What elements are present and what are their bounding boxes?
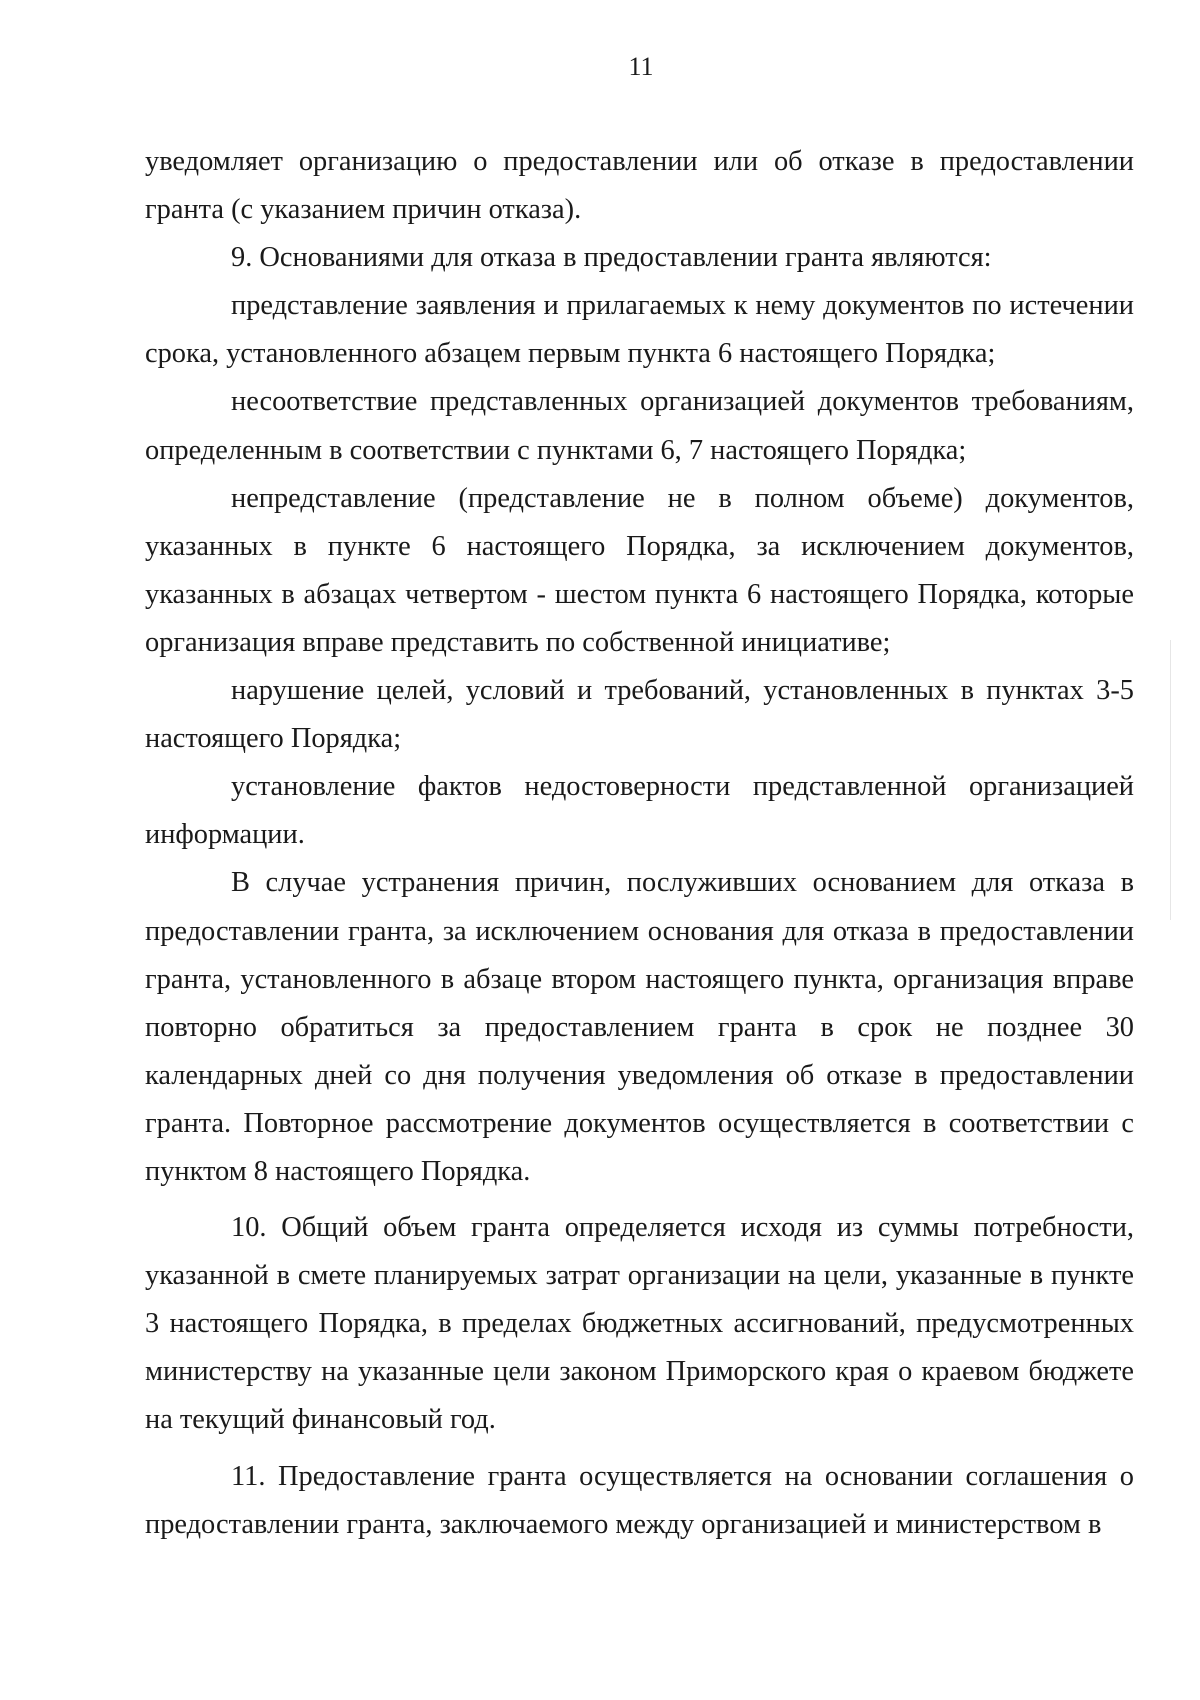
paragraph-refusal-noncompliance: несоответствие представленных организацией документов требованиям, определенным в соответствии с пунктами 6, 7 настоящего Порядка;	[145, 386, 1134, 466]
paragraph-refusal-incomplete-documents: непредставление (представление не в полном объеме) документов, указанных в пункте 6 настоящего Порядка, за исключением документов, указанных в абзацах четвертом - шестом пункта 6 настоящего Порядка, которые организация вправе представить по собственной инициативе;	[145, 482, 1134, 658]
paragraph-item-10-grant-amount: 10. Общий объем гранта определяется исходя из суммы потребности, указанной в смете планируемых затрат организации на цели, указанные в пункте 3 настоящего Порядка, в пределах бюджетных ассигнований, предусмотренных министерству на указанные цели законом Приморского края о краевом бюджете на текущий финансовый год.	[145, 1212, 1134, 1436]
paragraph-refusal-false-information: установление фактов недостоверности представленной организацией информации.	[145, 771, 1134, 851]
paragraph-item-11-agreement: 11. Предоставление гранта осуществляется на основании соглашения о предоставлении гранта, заключаемого между организацией и министерством в	[145, 1460, 1134, 1540]
document-body	[145, 138, 1134, 1549]
page-number: 11	[628, 52, 654, 81]
scan-margin-line	[1170, 640, 1171, 920]
paragraph-notification-continuation: уведомляет организацию о предоставлении или об отказе в предоставлении гранта (с указанием причин отказа).	[145, 146, 1134, 226]
paragraph-refusal-violation: нарушение целей, условий и требований, установленных в пунктах 3-5 настоящего Порядка;	[145, 675, 1134, 755]
paragraph-refusal-late-submission: представление заявления и прилагаемых к нему документов по истечении срока, установленного абзацем первым пункта 6 настоящего Порядка;	[145, 290, 1134, 370]
paragraph-item-9-heading: 9. Основаниями для отказа в предоставлении гранта являются:	[231, 242, 992, 274]
paragraph-reapplication: В случае устранения причин, послуживших основанием для отказа в предоставлении гранта, за исключением основания для отказа в предоставлении гранта, установленного в абзаце втором настоящего пункта, организация вправе повторно обратиться за предоставлением гранта в срок не позднее 30 календарных дней со дня получения уведомления об отказе в предоставлении гранта. Повторное рассмотрение документов осуществляется в соответствии с пунктом 8 настоящего Порядка.	[145, 867, 1134, 1187]
